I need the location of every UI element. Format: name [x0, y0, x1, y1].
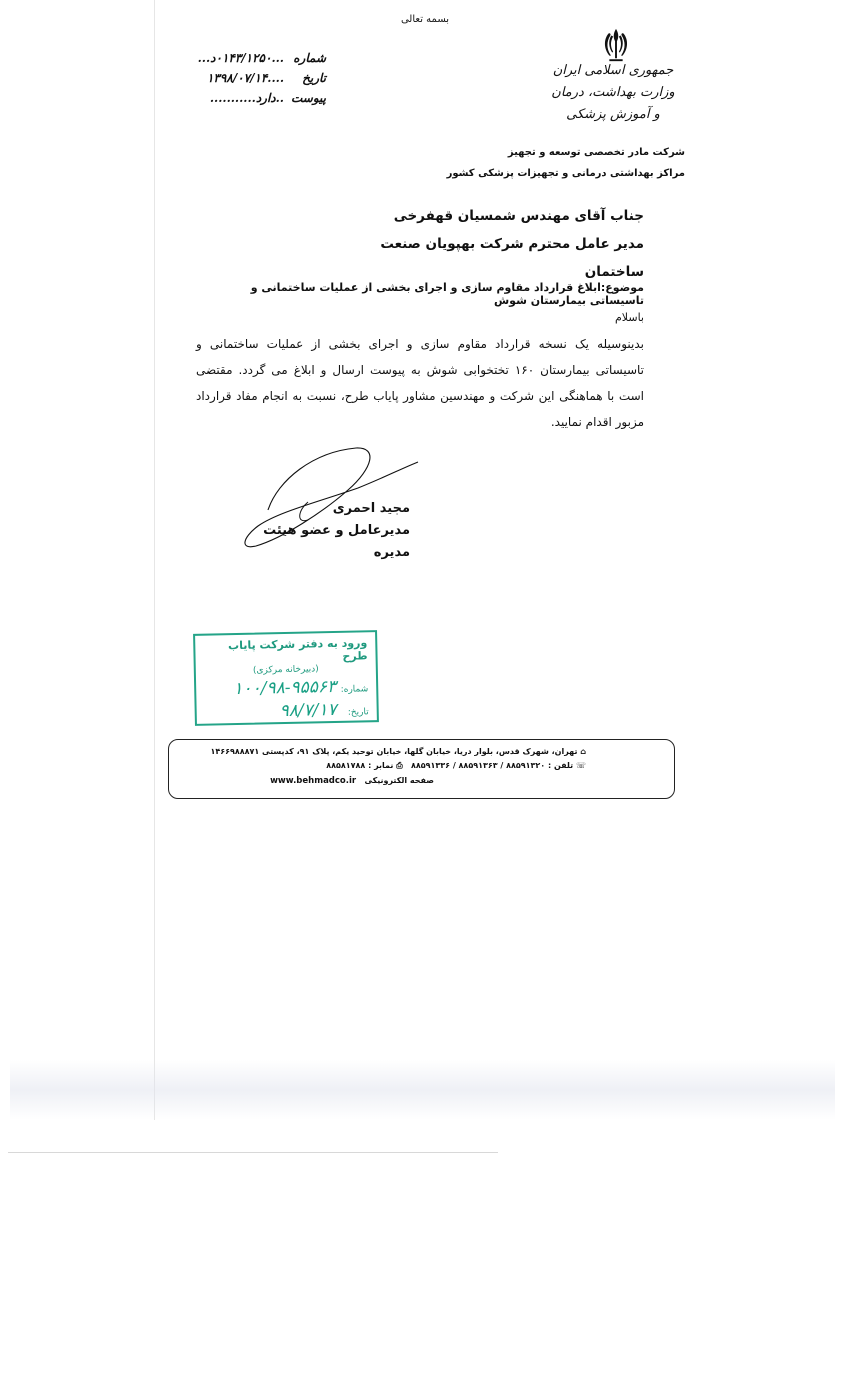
footer-contact-box	[168, 739, 675, 799]
organization-line2: مراکز بهداشتی درمانی و تجهیزات پزشکی کشور	[446, 168, 685, 179]
stamp-date-label: تاریخ:	[347, 707, 369, 718]
signer-title: مدیرعامل و عضو هیئت مدیره	[263, 523, 410, 560]
footer-address	[210, 747, 586, 756]
greeting: باسلام	[614, 311, 644, 324]
recipient	[350, 202, 644, 286]
meta-number-value: ...۰۱۴۳/۱۲۵۰د...	[197, 51, 284, 65]
iran-emblem-icon	[597, 26, 635, 64]
ministry-logo	[548, 60, 678, 126]
letter-body: بدینوسیله یک نسخه قرارداد مقاوم سازی و اجرای بخشی از عملیات ساختمانی و تاسیساتی بیمارستان ۱۶۰ تختخوابی شوش به پیوست ارسال و ابلاغ می گردد. مقتضی است با هماهنگی این شرکت و مهندسین مشاور پایاب طرح، نسبت به انجام مفاد قرارداد مزبور اقدام نمایید.	[196, 337, 644, 429]
footer-phone-value: ۸۸۵۹۱۳۲۰ / ۸۸۵۹۱۳۶۳ / ۸۸۵۹۱۳۳۶	[410, 761, 546, 770]
scan-smudge	[52, 705, 92, 733]
stamp-number-row	[204, 676, 368, 699]
footer-website	[270, 776, 434, 786]
organization-name	[440, 142, 685, 184]
scan-haze	[10, 1060, 835, 1120]
stamp-date-value: ۹۸/۷/۱۷	[279, 699, 337, 722]
meta-date-row	[196, 68, 326, 88]
footer-fax-value: ۸۸۵۸۱۷۸۸	[326, 761, 366, 770]
stamp-number-label: شماره:	[340, 684, 369, 695]
signer-name: مجید احمری	[332, 501, 410, 516]
meta-number-row	[196, 48, 326, 68]
ministry-logo-line1: جمهوری اسلامی ایران	[552, 63, 674, 78]
meta-attachment-value: ..دارد...........	[209, 91, 284, 105]
meta-number-label: شماره	[293, 51, 326, 65]
footer-phone-label: تلفن :	[547, 761, 574, 770]
location-icon: ⌂	[580, 747, 586, 756]
footer-address-text: تهران، شهرک قدس، بلوار دریا، خیابان گلها، خیابان توحید یکم، پلاک ۹۱، کدپستی ۱۴۶۶۹۸۸۸۷۱	[210, 747, 578, 756]
recipient-title: مدیر عامل محترم شرکت بهپویان صنعت ساختمان	[380, 236, 644, 280]
meta-date-label: تاریخ	[302, 71, 326, 85]
fax-icon: ⎙	[396, 761, 403, 770]
ministry-logo-line2: وزارت بهداشت، درمان و آموزش پزشکی	[551, 85, 675, 122]
recipient-name: جناب آقای مهندس شمسیان قهفرخی	[393, 208, 644, 224]
stamp-subtitle: (دبیرخانه مرکزی)	[252, 664, 319, 676]
receipt-stamp	[193, 630, 379, 726]
footer-website-link[interactable]: www.behmadco.ir	[270, 776, 357, 786]
meta-attachment-row	[196, 88, 326, 108]
letter-subject: موضوع:ابلاغ قرارداد مقاوم سازی و اجرای بخشی از عملیات ساختمانی و تاسیساتی بیمارستان شوش	[250, 281, 644, 307]
meta-date-value: ....۱۳۹۸/۰۷/۱۴	[206, 71, 284, 85]
signer-block	[250, 498, 410, 564]
organization-line1: شرکت مادر تخصصی توسعه و تجهیز	[507, 147, 685, 158]
letter-meta	[196, 48, 326, 108]
stamp-title: ورود به دفتر شرکت پایاب طرح	[227, 636, 368, 663]
scan-edge-bottom	[8, 1152, 498, 1153]
footer-fax-label: نمابر :	[368, 761, 394, 770]
phone-icon: ☏	[575, 761, 586, 770]
footer-phone-fax	[326, 761, 586, 771]
stamp-date-row	[204, 699, 368, 722]
scan-edge	[154, 0, 155, 1120]
stamp-number-value: ۱۰۰/۹۸-۹۵۵۶۳	[233, 676, 337, 700]
footer-website-label: صفحه الکترونیکی	[364, 776, 434, 785]
meta-attachment-label: پیوست	[291, 91, 326, 105]
basmala: بسمه تعالی	[400, 14, 450, 25]
